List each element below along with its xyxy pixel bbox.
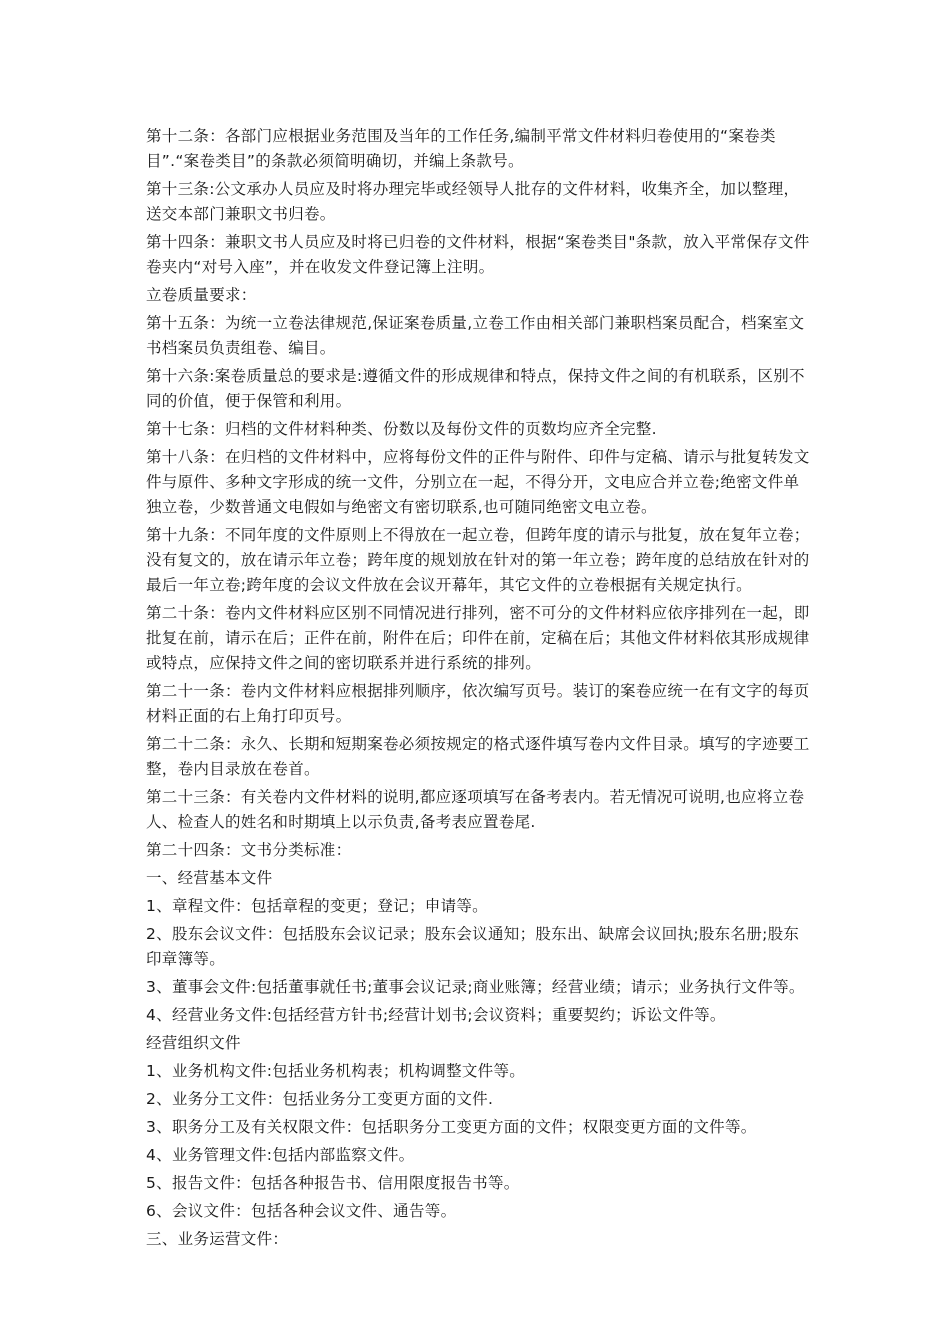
document-body (146, 124, 812, 1255)
article-19: 第十九条：不同年度的文件原则上不得放在一起立卷，但跨年度的请示与批复，放在复年立卷；没有复文的，放在请示年立卷；跨年度的规划放在针对的第一年立卷；跨年度的总结放在针对的最后一年立卷;跨年度的会议文件放在会议开幕年，其它文件的立卷根据有关规定执行。 (146, 526, 810, 594)
list-item: 5、报告文件：包括各种报告书、信用限度报告书等。 (146, 1174, 520, 1192)
article-22: 第二十二条：永久、长期和短期案卷必须按规定的格式逐件填写卷内文件目录。填写的字迹要工整，卷内目录放在卷首。 (146, 735, 810, 778)
article-16: 第十六条:案卷质量总的要求是:遵循文件的形成规律和特点，保持文件之间的有机联系，区别不同的价值，便于保管和利用。 (146, 367, 805, 410)
category-heading-basic: 一、经营基本文件 (146, 869, 273, 887)
list-item: 4、经营业务文件:包括经营方针书;经营计划书;会议资料；重要契约；诉讼文件等。 (146, 1006, 726, 1024)
category-heading-operations: 三、业务运营文件： (146, 1230, 289, 1248)
list-item: 2、业务分工文件：包括业务分工变更方面的文件. (146, 1090, 494, 1108)
list-item: 6、会议文件：包括各种会议文件、通告等。 (146, 1202, 457, 1220)
article-23: 第二十三条：有关卷内文件材料的说明,都应逐项填写在备考表内。若无情况可说明,也应将立卷人、检查人的姓名和时期填上以示负责,备考表应置卷尾. (146, 788, 805, 831)
list-item: 4、业务管理文件:包括内部监察文件。 (146, 1146, 415, 1164)
category-heading-organization: 经营组织文件 (146, 1034, 241, 1052)
article-18: 第十八条：在归档的文件材料中，应将每份文件的正件与附件、印件与定稿、请示与批复转发文件与原件、多种文字形成的统一文件，分别立在一起，不得分开，文电应合并立卷;绝密文件单独立卷，少数普通文电假如与绝密文有密切联系,也可随同绝密文电立卷。 (146, 448, 810, 516)
article-12: 第十二条：各部门应根据业务范围及当年的工作任务,编制平常文件材料归卷使用的“案卷类目”.“案卷类目”的条款必须简明确切，并编上条款号。 (146, 127, 776, 170)
article-21: 第二十一条：卷内文件材料应根据排列顺序，依次编写页号。装订的案卷应统一在有文字的每页材料正面的右上角打印页号。 (146, 682, 810, 725)
list-item: 1、业务机构文件:包括业务机构表；机构调整文件等。 (146, 1062, 526, 1080)
article-20: 第二十条：卷内文件材料应区别不同情况进行排列，密不可分的文件材料应依序排列在一起，即批复在前，请示在后；正件在前，附件在后；印件在前，定稿在后；其他文件材料依其形成规律或特点，应保持文件之间的密切联系并进行系统的排列。 (146, 604, 810, 672)
section-heading-quality: 立卷质量要求： (146, 286, 257, 304)
article-15: 第十五条：为统一立卷法律规范,保证案卷质量,立卷工作由相关部门兼职档案员配合，档案室文书档案员负责组卷、编目。 (146, 314, 805, 357)
list-item: 3、董事会文件:包括董事就任书;董事会议记录;商业账簿；经营业绩；请示；业务执行文件等。 (146, 978, 805, 996)
article-24: 第二十四条：文书分类标准： (146, 841, 352, 859)
article-13: 第十三条:公文承办人员应及时将办理完毕或经领导人批存的文件材料，收集齐全，加以整理，送交本部门兼职文书归卷。 (146, 180, 800, 223)
article-17: 第十七条：归档的文件材料种类、份数以及每份文件的页数均应齐全完整. (146, 420, 657, 438)
list-item: 3、职务分工及有关权限文件：包括职务分工变更方面的文件；权限变更方面的文件等。 (146, 1118, 757, 1136)
list-item: 2、股东会议文件：包括股东会议记录；股东会议通知；股东出、缺席会议回执;股东名册;股东印章簿等。 (146, 925, 800, 968)
list-item: 1、章程文件：包括章程的变更；登记；申请等。 (146, 897, 488, 915)
article-14: 第十四条：兼职文书人员应及时将已归卷的文件材料，根据“案卷类目"条款，放入平常保存文件卷夹内“对号入座”，并在收发文件登记簿上注明。 (146, 233, 810, 276)
